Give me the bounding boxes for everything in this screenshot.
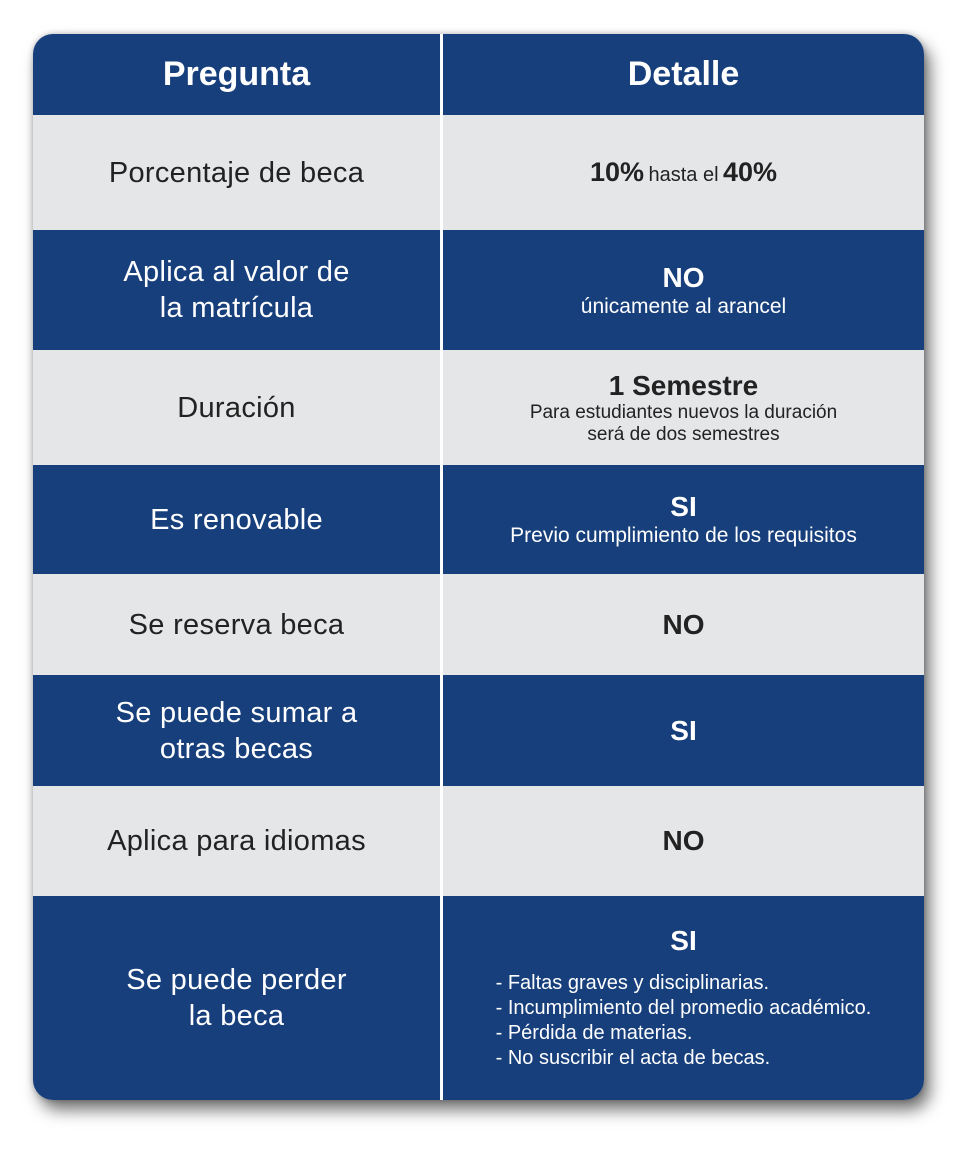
detail-sub: únicamente al arancel [580,294,787,318]
detail-sub: Para estudiantes nuevos la duración [529,401,838,423]
percentage-connector: hasta el [648,164,719,186]
question-line: Porcentaje de beca [108,156,365,189]
question-line: Aplica para idiomas [107,825,366,857]
header-question [33,34,443,115]
row-detail [443,574,924,675]
row-detail [443,465,924,574]
header-detail-label: Detalle [627,55,740,93]
row-question [33,350,443,465]
question-line: Duración [177,391,296,424]
row-question [33,786,443,896]
row-question [33,574,443,675]
question-line: Se reserva beca [128,608,345,641]
list-item: - Pérdida de materias. [495,1022,693,1044]
question-line: Se puede sumar a [115,696,358,729]
question-line: otras becas [159,732,314,765]
loss-reasons-list [496,971,872,1071]
detail-sub: será de dos semestres [587,423,780,445]
row-detail [443,896,924,1100]
header-question-label: Pregunta [162,55,311,93]
detail-main: NO [662,261,705,293]
list-item: - Incumplimiento del promedio académico. [495,997,872,1019]
detail-sub: Previo cumplimiento de los requisitos [510,524,857,547]
percentage-range [590,157,777,188]
header-detail [443,34,924,115]
scholarship-table [33,34,924,1100]
question-line: la matrícula [159,292,314,324]
row-question [33,115,443,230]
list-item: - No suscribir el acta de becas. [495,1047,771,1069]
row-detail [443,786,924,896]
row-detail [443,350,924,465]
detail-main: 1 Semestre [608,369,759,401]
question-line: la beca [188,1000,285,1032]
list-item: - Faltas graves y disciplinarias. [495,972,770,994]
detail-main: SI [670,491,697,522]
row-question [33,465,443,574]
row-question [33,675,443,786]
question-line: Se puede perder [126,964,347,996]
detail-main: SI [670,714,697,746]
percentage-to: 40% [722,157,778,187]
percentage-from: 10% [589,157,645,187]
row-question [33,230,443,350]
row-detail [443,675,924,786]
detail-main: NO [662,825,705,856]
row-detail [443,115,924,230]
question-line: Es renovable [150,503,323,536]
detail-main: SI [670,925,697,956]
detail-main: NO [662,608,705,640]
question-line: Aplica al valor de [123,256,350,288]
row-question [33,896,443,1100]
row-detail [443,230,924,350]
